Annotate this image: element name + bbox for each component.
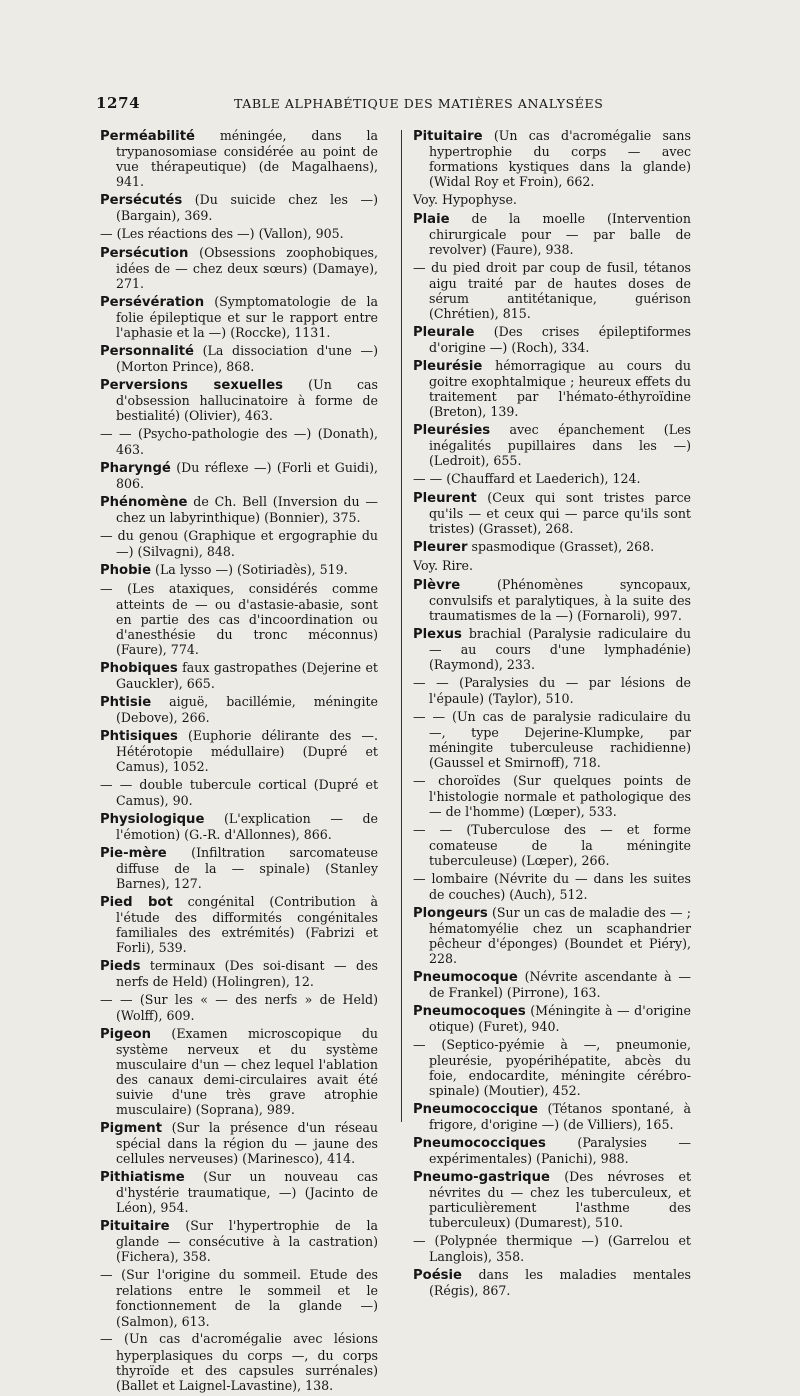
index-entry-text: (Euphorie délirante des —. Hétérotopie médullaire) (Dupré et Camus), 1052. xyxy=(116,728,378,775)
index-term: Pleurésies xyxy=(413,423,491,439)
index-column-right xyxy=(413,128,691,1301)
index-entry-text: — lombaire (Névrite du — dans les suites de couches) (Auch), 512. xyxy=(413,871,691,903)
index-entry xyxy=(100,245,378,291)
index-term: Pigment xyxy=(100,1121,163,1137)
index-term: Poésie xyxy=(413,1268,462,1284)
index-entry-text: (Un cas d'acromégalie sans hypertrophie du corps — avec formations kystiques dans la glande) (Widal Roy et Froin), 662. xyxy=(429,128,691,190)
index-term: Pie-mère xyxy=(100,846,167,862)
index-entry xyxy=(413,358,691,419)
index-entry-text: (Ceux qui sont tristes parce qu'ils — et ceux qui — parce qu'ils sont tristes) (Grasset), 268. xyxy=(429,490,691,537)
index-entry xyxy=(100,192,378,223)
index-entry xyxy=(413,260,691,321)
index-term: Phtisie xyxy=(100,695,152,711)
index-entry-text: (Sur un cas de maladie des — ; hématomyélie chez un scaphandrier pêcheur d'éponges) (Boundet et Piéry), 228. xyxy=(429,905,691,967)
index-entry-text: — (Un cas d'acromégalie avec lésions hyperplasiques du corps —, du corps thyroïde et des capsules surrénales) (Ballet et Laignel-Lavastine), 138. xyxy=(100,1331,378,1393)
index-entry-text: Voy. Rire. xyxy=(413,558,473,574)
index-term: Phtisiques xyxy=(100,729,178,745)
index-entry xyxy=(413,539,691,555)
index-entry-text: — choroïdes (Sur quelques points de l'histologie normale et pathologique des — de l'homme) (Lœper), 533. xyxy=(413,773,691,820)
index-term: Plongeurs xyxy=(413,906,488,922)
index-entry xyxy=(100,1218,378,1264)
index-entry xyxy=(100,294,378,340)
index-term: Perversions sexuelles xyxy=(100,378,284,394)
index-term: Persévération xyxy=(100,295,205,311)
index-entry-text: (Du suicide chez les —) (Bargain), 369. xyxy=(116,192,378,224)
index-entry-text: (Sur la présence d'un réseau spécial dans la région du — jaune des cellules nerveuses) (Marinesco), 414. xyxy=(116,1120,378,1167)
index-term: Pieds xyxy=(100,959,141,975)
index-entry-text: — du genou (Graphique et ergographie du —) (Silvagni), 848. xyxy=(100,528,378,560)
index-entry xyxy=(100,660,378,691)
index-entry xyxy=(413,626,691,672)
index-term: Physiologique xyxy=(100,812,205,828)
column-divider xyxy=(401,130,402,1122)
index-entry xyxy=(413,871,691,902)
index-entry-text: — — (Tuberculose des — et forme comateuse de la méningite tuberculeuse) (Lœper), 266. xyxy=(413,822,691,869)
index-entry-text: — — double tubercule cortical (Dupré et Camus), 90. xyxy=(100,777,378,809)
index-entry-text: — (Septico-pyémie à —, pneumonie, pleurésie, pyopérihépatite, abcès du foie, endocardite, méningite cérébro-spinale) (Moutier), 452. xyxy=(413,1037,691,1099)
index-term: Persécutés xyxy=(100,193,183,209)
index-entry xyxy=(413,969,691,1000)
index-entry-text: (Sur un nouveau cas d'hystérie traumatique, —) (Jacinto de Léon), 954. xyxy=(116,1169,378,1216)
index-term: Pneumococcique xyxy=(413,1102,538,1118)
index-entry xyxy=(413,773,691,819)
index-entry-text: (Un cas d'obsession hallucinatoire à forme de bestialité) (Olivier), 463. xyxy=(116,377,378,424)
index-term: Pituitaire xyxy=(100,1219,170,1235)
index-term: Pithiatisme xyxy=(100,1170,185,1186)
index-entry-text: dans les maladies mentales (Régis), 867. xyxy=(429,1267,691,1299)
index-entry-text: congénital (Contribution à l'étude des difformités congénitales familiales des extrémités) (Fabrizi et Forli), 539. xyxy=(116,894,378,956)
index-entry xyxy=(100,958,378,989)
index-entry-text: (Infiltration sarcomateuse diffuse de la — spinale) (Stanley Barnes), 127. xyxy=(116,845,378,892)
index-entry-text: — — (Un cas de paralysie radiculaire du —, type Dejerine-Klumpke, par méningite tuberculeuse rachidienne) (Gaussel et Smirnoff), 718. xyxy=(413,709,691,771)
index-entry xyxy=(100,992,378,1023)
index-entry xyxy=(413,490,691,536)
index-term: Phobie xyxy=(100,563,152,579)
index-entry xyxy=(413,905,691,966)
index-entry-text: — — (Chauffard et Laederich), 124. xyxy=(413,471,641,487)
index-entry xyxy=(100,1267,378,1328)
index-entry xyxy=(100,894,378,955)
index-entry xyxy=(413,1233,691,1264)
index-entry xyxy=(413,577,691,623)
index-term: Personnalité xyxy=(100,344,194,360)
index-entry-text: (L'explication — de l'émotion) (G.-R. d'Allonnes), 866. xyxy=(116,811,378,843)
page-number: 1274 xyxy=(96,94,141,112)
index-entry-text: faux gastropathes (Dejerine et Gauckler), 665. xyxy=(116,660,378,692)
index-entry-text: de Ch. Bell (Inversion du — chez un labyrinthique) (Bonnier), 375. xyxy=(116,494,378,526)
index-term: Phobiques xyxy=(100,661,178,677)
running-title: TABLE ALPHABÉTIQUE DES MATIÈRES ANALYSÉES xyxy=(234,96,604,111)
index-entry xyxy=(413,1003,691,1034)
index-entry xyxy=(100,494,378,525)
index-entry xyxy=(100,562,378,578)
index-entry xyxy=(413,471,691,487)
index-term: Plèvre xyxy=(413,578,461,594)
index-entry xyxy=(413,1267,691,1298)
index-entry xyxy=(100,226,378,242)
index-entry xyxy=(100,728,378,774)
index-entry-text: (La dissociation d'une —) (Morton Prince), 868. xyxy=(116,343,378,375)
index-entry xyxy=(413,675,691,706)
index-term: Pleurer xyxy=(413,540,468,556)
index-entry-text: — (Polypnée thermique —) (Garrelou et Langlois), 358. xyxy=(413,1233,691,1265)
index-term: Perméabilité xyxy=(100,129,195,144)
index-entry-text: (Symptomatologie de la folie épileptique et sur le rapport entre l'aphasie et la —) (Roccke), 1131. xyxy=(116,294,378,341)
index-entry xyxy=(413,709,691,770)
index-entry-text: — — (Sur les « — des nerfs » de Held) (Wolff), 609. xyxy=(100,992,378,1024)
index-entry xyxy=(413,1037,691,1098)
index-entry-text: brachial (Paralysie radiculaire du — au cours d'une lymphadénie) (Raymond), 233. xyxy=(429,626,691,673)
index-entry-text: terminaux (Des soi-disant — des nerfs de Held) (Holingren), 12. xyxy=(116,958,378,990)
index-entry-text: (Névrite ascendante à — de Frankel) (Pirrone), 163. xyxy=(429,969,691,1001)
index-term: Pharyngé xyxy=(100,461,171,477)
index-entry-text: — (Les ataxiques, considérés comme atteints de — ou d'astasie-abasie, sont en partie des cas d'incoordination ou d'anesthésie du tronc méconnus) (Faure), 774. xyxy=(100,580,378,658)
index-entry xyxy=(413,324,691,355)
index-entry-text: — (Les réactions des —) (Vallon), 905. xyxy=(100,226,344,242)
index-term: Pneumo-gastrique xyxy=(413,1170,550,1186)
index-entry-text: spasmodique (Grasset), 268. xyxy=(467,539,655,555)
index-entry xyxy=(100,426,378,457)
index-entry xyxy=(413,1135,691,1166)
index-entry-text: (La lysso —) (Sotiriadès), 519. xyxy=(151,562,348,578)
index-entry xyxy=(100,343,378,374)
index-entry xyxy=(413,192,691,208)
index-column-left xyxy=(100,128,378,1396)
index-entry-text: (Obsessions zoophobiques, idées de — chez deux sœurs) (Damaye), 271. xyxy=(116,245,378,292)
index-entry xyxy=(413,1101,691,1132)
index-entry xyxy=(100,1331,378,1392)
index-term: Phénomène xyxy=(100,495,188,511)
index-entry xyxy=(100,845,378,891)
index-term: Pleurésie xyxy=(413,359,483,375)
index-entry-text: (Examen microscopique du système nerveux et du système musculaire d'un — chez lequel l'ablation des canaux demi-circulaires avait été suivie d'une très grave atrophie musculaire) (Soprana), 989. xyxy=(116,1026,378,1118)
index-term: Pied bot xyxy=(100,895,173,911)
index-term: Pigeon xyxy=(100,1027,152,1043)
index-entry xyxy=(100,528,378,559)
index-entry-text: (Des névroses et névrites du — chez les tuberculeux, et particulièrement l'asthme des tuberculeux) (Dumarest), 510. xyxy=(429,1169,691,1231)
index-entry xyxy=(413,558,691,574)
index-entry-text: avec épanchement (Les inégalités pupillaires dans les —) (Ledroit), 655. xyxy=(429,422,691,469)
index-entry xyxy=(100,581,378,657)
index-entry xyxy=(100,1120,378,1166)
index-entry xyxy=(100,377,378,423)
index-term: Persécution xyxy=(100,246,189,261)
index-term: Pneumococciques xyxy=(413,1136,546,1152)
index-entry xyxy=(413,822,691,868)
index-entry xyxy=(413,211,691,257)
index-term: Pleurale xyxy=(413,325,475,341)
index-entry-text: (Phénomènes syncopaux, convulsifs et paralytiques, à la suite des traumatismes de la —) (Fornaroli), 997. xyxy=(429,577,691,624)
index-entry-text: (Tétanos spontané, à frigore, d'origine —) (de Villiers), 165. xyxy=(429,1101,691,1133)
index-entry-text: aiguë, bacillémie, méningite (Debove), 266. xyxy=(116,694,378,726)
index-entry xyxy=(100,1026,378,1117)
index-term: Pleurent xyxy=(413,491,477,507)
index-entry xyxy=(100,694,378,725)
index-entry-text: de la moelle (Intervention chirurgicale pour — par balle de revolver) (Faure), 938. xyxy=(429,211,691,258)
index-entry-text: (Sur l'hypertrophie de la glande — consécutive à la castration) (Fichera), 358. xyxy=(116,1218,378,1265)
index-entry-text: (Méningite à — d'origine otique) (Furet), 940. xyxy=(429,1003,691,1035)
index-entry xyxy=(413,422,691,468)
index-entry-text: — — (Psycho-pathologie des —) (Donath), 463. xyxy=(100,426,378,458)
index-entry xyxy=(100,128,378,189)
index-entry-text: hémorragique au cours du goitre exophtalmique ; heureux effets du traitement par l'hémato-éthyroïdine (Breton), 139. xyxy=(429,358,691,420)
index-entry-text: (Du réflexe —) (Forli et Guidi), 806. xyxy=(116,460,378,492)
index-entry-text: — du pied droit par coup de fusil, tétanos aigu traité par de hautes doses de sérum antitétanique, guérison (Chrétien), 815. xyxy=(413,260,691,322)
index-entry xyxy=(100,811,378,842)
index-term: Pneumocoque xyxy=(413,970,518,986)
index-term: Plexus xyxy=(413,627,462,643)
index-entry-text: (Paralysies — expérimentales) (Panichi), 988. xyxy=(429,1135,691,1167)
index-entry xyxy=(100,460,378,491)
index-entry xyxy=(413,1169,691,1230)
index-entry xyxy=(100,1169,378,1215)
index-term: Pituitaire xyxy=(413,129,483,144)
index-entry-text: Voy. Hypophyse. xyxy=(413,192,517,208)
index-term: Plaie xyxy=(413,212,450,228)
index-entry-text: — — (Paralysies du — par lésions de l'épaule) (Taylor), 510. xyxy=(413,675,691,707)
index-entry-text: méningée, dans la trypanosomiase considérée au point de vue thérapeutique) (de Magalhaens), 941. xyxy=(116,128,378,190)
index-entry xyxy=(413,128,691,189)
index-entry-text: (Des crises épileptiformes d'origine —) (Roch), 334. xyxy=(429,324,691,356)
index-entry-text: — (Sur l'origine du sommeil. Etude des relations entre le sommeil et le fonctionnement de la glande —) (Salmon), 613. xyxy=(100,1267,378,1329)
index-term: Pneumocoques xyxy=(413,1004,526,1020)
index-entry xyxy=(100,777,378,808)
